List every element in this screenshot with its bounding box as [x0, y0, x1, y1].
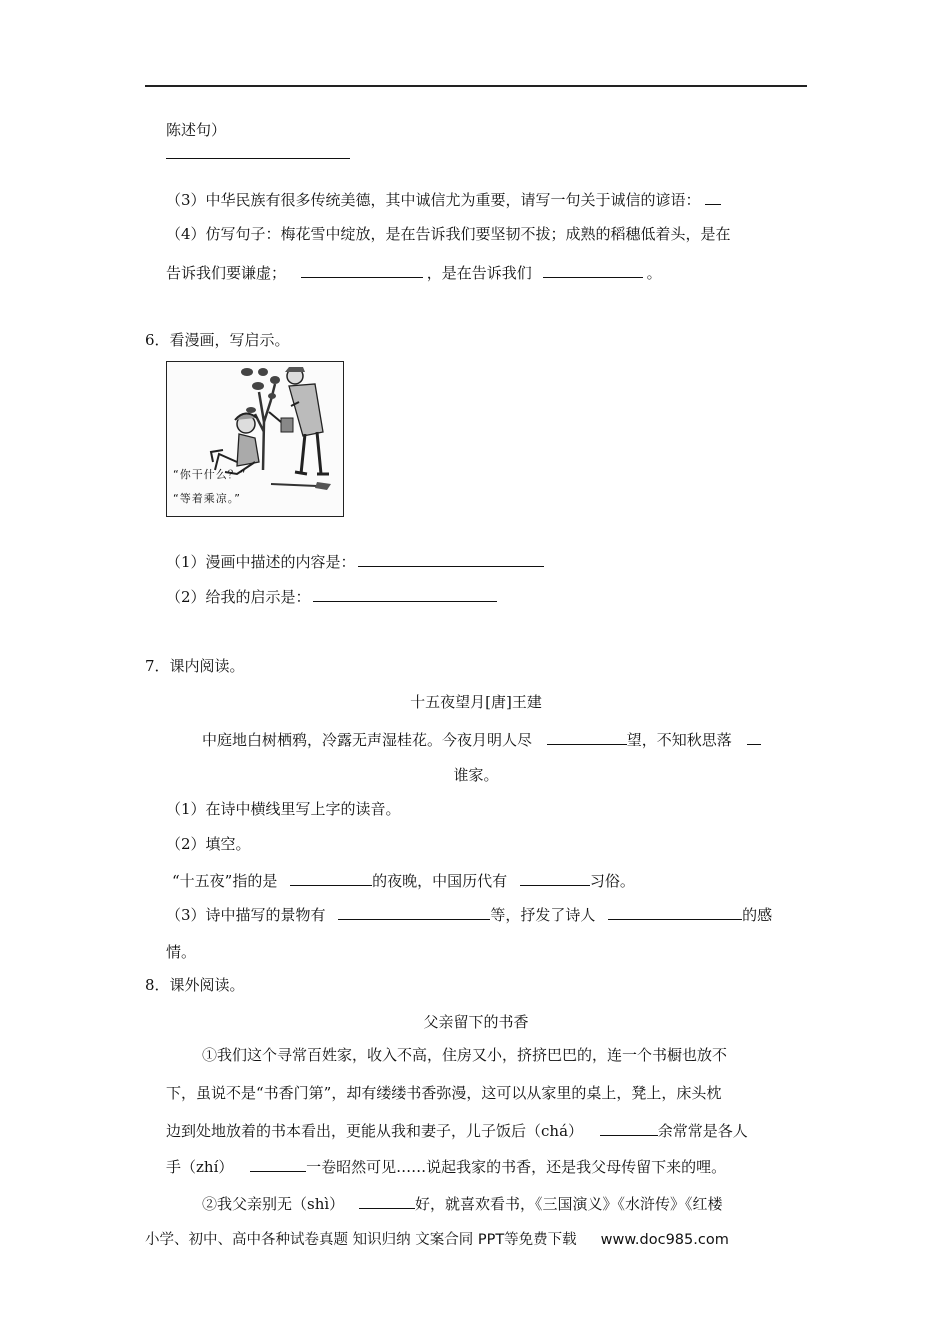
q5-sub3 [166, 188, 725, 210]
q7-poem-blank-1[interactable] [547, 728, 627, 745]
q7-poem-line [202, 728, 765, 750]
q7-fill-text-a: “十五夜”指的是 [172, 871, 278, 890]
q7-poem-title: 十五夜望月[唐]王建 [410, 693, 542, 711]
footer-url[interactable]: www.doc985.com [600, 1232, 729, 1248]
q7-title: 7．课内阅读。 [145, 657, 245, 675]
q8-p1-text-4a: 手（zhí） [166, 1157, 234, 1176]
q8-p2-line1 [202, 1192, 722, 1214]
q6-sub2-text: （2）给我的启示是： [166, 587, 311, 606]
cartoon-caption-1: “你干什么？” [173, 468, 247, 481]
q6-sub1 [166, 550, 548, 572]
q6-title: 6．看漫画，写启示。 [145, 331, 290, 349]
q5-sub4-blank-1[interactable] [301, 261, 423, 278]
q7-sub3-text-a: （3）诗中描写的景物有 [166, 905, 326, 924]
footer-ad [145, 1228, 729, 1249]
q6-sub1-text: （1）漫画中描述的内容是： [166, 552, 356, 571]
q7-poem-line-c: 谁家。 [453, 766, 499, 784]
q8-blank-cha[interactable] [600, 1119, 658, 1136]
q7-sub3 [166, 903, 772, 925]
q7-sub3-blank-1[interactable] [338, 903, 490, 920]
q7-sub3-blank-2[interactable] [608, 903, 742, 920]
q7-sub3-text-b: 等，抒发了诗人 [490, 905, 596, 924]
q8-p2-text-1a: ②我父亲别无（shì） [202, 1194, 345, 1213]
header-rule [145, 85, 807, 87]
q8-p2-text-1b: 好，就喜欢看书，《三国演义》《水浒传》《红楼 [414, 1194, 723, 1213]
q8-p1-text-3a: 边到处地放着的书本看出，更能从我和妻子，儿子饭后（chá） [166, 1121, 584, 1140]
q7-fill-text-b: 的夜晚，中国历代有 [372, 871, 508, 890]
q7-fill-blank-1[interactable] [290, 869, 372, 886]
q7-fill-text-c: 习俗。 [589, 871, 635, 890]
q7-fill-blank-2[interactable] [520, 869, 590, 886]
q8-p1-line4 [166, 1155, 726, 1177]
q7-sub3-tail: 情。 [166, 943, 197, 961]
q5-sub4-line1: （4）仿写句子：梅花雪中绽放，是在告诉我们要坚韧不拔；成熟的稻穗低着头，是在 [166, 225, 731, 243]
q5-sub4-end: 。 [646, 263, 662, 282]
q5-sub4-line2 [166, 261, 662, 283]
q5-sub4-text-c: ，是在告诉我们 [426, 263, 532, 282]
q5-sub2-answer-line[interactable] [166, 158, 350, 159]
q8-p1-line2: 下，虽说不是“书香门第”，却有缕缕书香弥漫，这可以从家里的桌上，凳上，床头枕 [166, 1084, 722, 1102]
q5-sub4-text-b: 告诉我们要谦虚； [166, 263, 287, 282]
q7-poem-text-a: 中庭地白树栖鸦，冷露无声湿桂花。今夜月明人尽 [202, 730, 533, 749]
cartoon-image [166, 361, 344, 517]
q5-sub3-text: （3）中华民族有很多传统美德，其中诚信尤为重要，请写一句关于诚信的谚语： [166, 190, 701, 209]
q6-sub2 [166, 585, 501, 607]
q8-p1-text-4b: 一卷昭然可见……说起我家的书香，还是我父母传留下来的哩。 [306, 1157, 727, 1176]
q7-poem-blank-2[interactable] [747, 728, 761, 745]
q7-poem-text-b: 望，不知秋思落 [626, 730, 732, 749]
q5-sub3-blank[interactable] [705, 188, 721, 205]
cartoon-caption-2: “等着乘凉。” [173, 492, 241, 505]
q5-sub4-blank-2[interactable] [543, 261, 643, 278]
q6-sub2-blank[interactable] [313, 585, 497, 602]
q7-sub1: （1）在诗中横线里写上字的读音。 [166, 800, 401, 818]
q8-title: 8．课外阅读。 [145, 976, 245, 994]
q7-sub3-text-c: 的感 [742, 905, 773, 924]
q8-p1-text-3b: 余常常是各人 [657, 1121, 748, 1140]
q8-p1-line1: ①我们这个寻常百姓家，收入不高，住房又小，挤挤巴巴的，连一个书橱也放不 [202, 1046, 728, 1064]
q6-sub1-blank[interactable] [358, 550, 544, 567]
q8-blank-zhi[interactable] [250, 1155, 306, 1172]
q7-fill [172, 869, 635, 891]
q5-sub2-tail: 陈述句） [166, 121, 227, 139]
q8-p1-line3 [166, 1119, 748, 1141]
q8-blank-shi[interactable] [359, 1192, 415, 1209]
footer-ad-text: 小学、初中、高中各种试卷真题 知识归纳 文案合同 PPT等免费下载 [145, 1232, 577, 1248]
q7-sub2: （2）填空。 [166, 835, 251, 853]
q8-passage-title: 父亲留下的书香 [423, 1013, 529, 1031]
